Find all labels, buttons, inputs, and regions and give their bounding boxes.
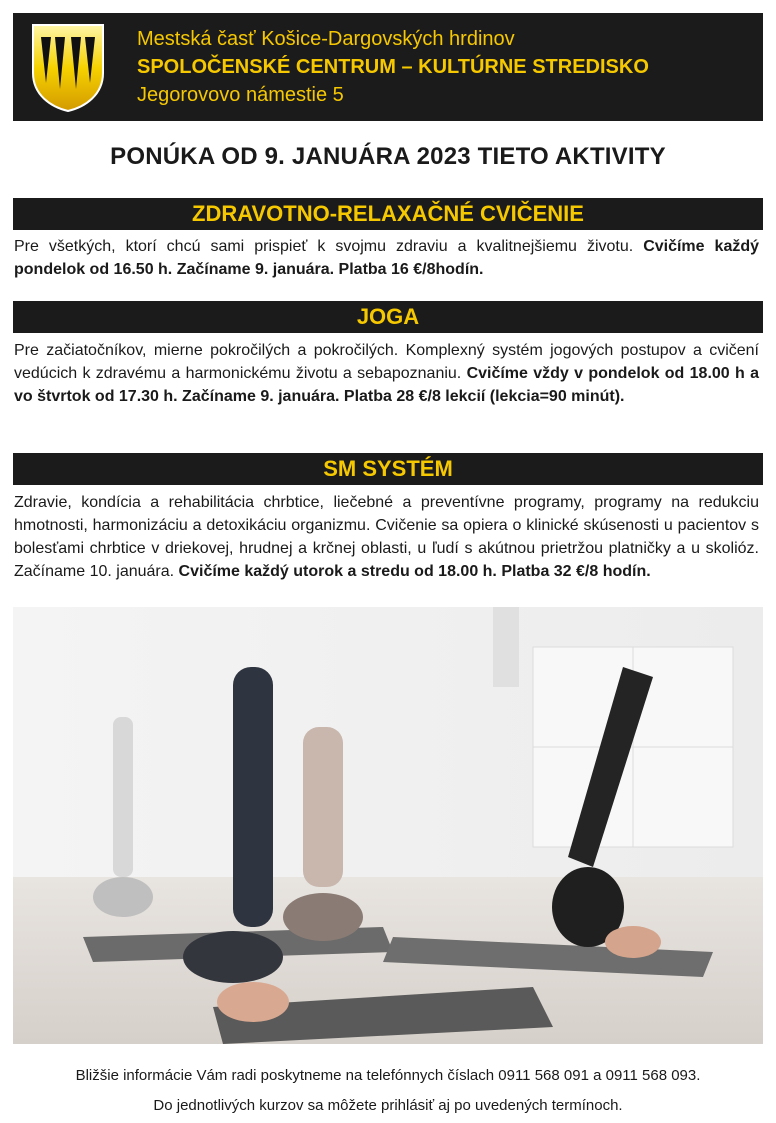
section-text-sm-system — [14, 491, 759, 583]
footer-note: Do jednotlivých kurzov sa môžete prihlásiť aj po uvedených termínoch. — [153, 1097, 623, 1114]
section-heading-yoga: JOGA — [13, 301, 763, 333]
municipality-name: Mestská časť Košice-Dargovských hrdinov — [137, 28, 515, 50]
section-text-yoga — [14, 339, 759, 408]
section-schedule: Cvičíme každý utorok a stredu od 18.00 h. Platba 32 €/8 hodín. — [178, 563, 651, 580]
coat-of-arms-icon — [31, 23, 105, 113]
address: Jegorovovo námestie 5 — [137, 84, 344, 106]
section-text-relax — [14, 235, 759, 281]
section-heading-sm-system: SM SYSTÉM — [13, 453, 763, 485]
section-schedule: Cvičíme každý pondelok od 16.50 h. Začíname 9. januára. Platba 16 €/8hodín. — [14, 238, 760, 278]
footer-contact: Bližšie informácie Vám radi poskytneme na telefónnych číslach 0911 568 091 a 0911 568 093. — [75, 1067, 701, 1084]
center-name: SPOLOČENSKÉ CENTRUM – KULTÚRNE STREDISKO — [137, 56, 649, 78]
section-desc: Zdravie, kondícia a rehabilitácia chrbtice, liečebné a preventívne programy, programy na redukciu hmotnosti, harmonizáciu a detoxikáciu organizmu. Cvičenie sa opiera o klinické skúsenosti u pacientov s bolesťami chrbtice v driekovej, hrudnej a krčnej oblasti, u ľudí s akútnou prietržou platničky a u skolióz. Začíname 10. januára. — [14, 494, 759, 580]
section-desc: Pre všetkých, ktorí chcú sami prispieť k svojmu zdraviu a kvalitnejšiemu životu. — [14, 238, 644, 255]
header-banner — [13, 13, 763, 121]
section-heading-relax: ZDRAVOTNO-RELAXAČNÉ CVIČENIE — [13, 198, 763, 230]
page-title: PONÚKA OD 9. JANUÁRA 2023 TIETO AKTIVITY — [110, 143, 666, 170]
section-schedule: Cvičíme vždy v pondelok od 18.00 h a vo štvrtok od 17.30 h. Začíname 9. januára. Platba 28 €/8 lekcií (lekcia=90 minút). — [14, 365, 759, 405]
yoga-class-photo — [13, 607, 763, 1044]
section-desc: Pre začiatočníkov, mierne pokročilých a pokročilých. Komplexný systém jogových postupov a cvičení vedúcich k zdravému a harmonickému životu a sebapoznaniu. — [14, 342, 759, 382]
